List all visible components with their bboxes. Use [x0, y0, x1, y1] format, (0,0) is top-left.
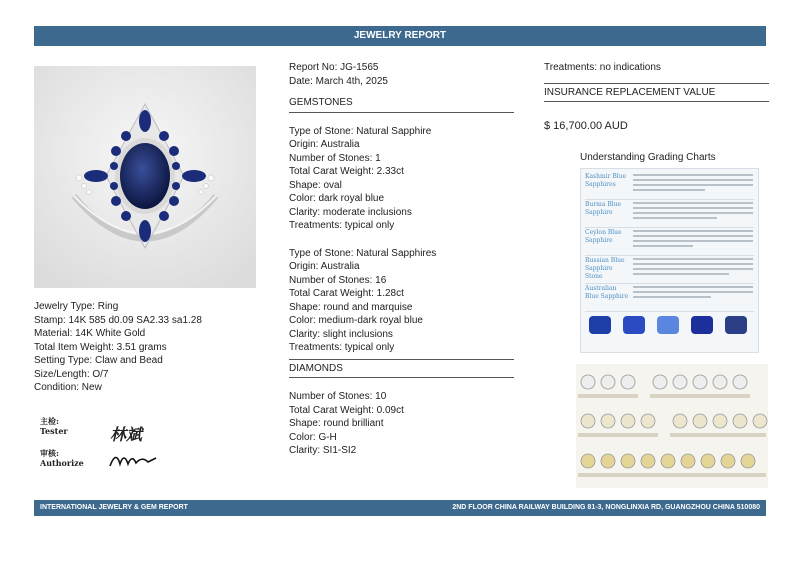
- header-bar: [34, 26, 766, 46]
- grading-row-text: [633, 230, 753, 252]
- grading-row: [585, 255, 754, 284]
- jewelry-stamp: Stamp: 14K 585 d0.09 SA2.33 sa1.28: [34, 314, 202, 326]
- stone1-line: Origin: Australia: [289, 139, 360, 150]
- report-date: Date: March 4th, 2025: [289, 75, 388, 87]
- stone2-line: Shape: round and marquise: [289, 301, 413, 313]
- stone-2-details: [289, 247, 514, 355]
- sapphire-grading-chart: [580, 168, 759, 353]
- stone2-line: Origin: Australia: [289, 261, 360, 272]
- stone2-line: Treatments: typical only: [289, 342, 395, 353]
- stone1-line: Type of Stone: Natural Sapphire: [289, 125, 432, 137]
- footer-address: 2ND FLOOR CHINA RAILWAY BUILDING 81-3, NONGLINXIA RD, GUANGZHOU CHINA 510080: [452, 504, 760, 511]
- diamond-details: [289, 390, 514, 458]
- sapphire-swatch: [657, 316, 679, 334]
- grading-row: [585, 283, 754, 312]
- sapphire-swatch: [725, 316, 747, 334]
- tester-label: 主检: Tester: [40, 416, 68, 436]
- grading-row: [585, 227, 754, 256]
- stone1-line: Treatments: typical only: [289, 220, 395, 231]
- grading-row-name: Australian Blue Sapphire: [585, 285, 629, 300]
- grading-row: [585, 199, 754, 228]
- ring-photo: [34, 66, 256, 288]
- valuation-column: [544, 61, 769, 134]
- diamond-line: Total Carat Weight: 0.09ct: [289, 404, 404, 416]
- stone1-line: Total Carat Weight: 2.33ct: [289, 166, 404, 177]
- stone2-line: Clarity: slight inclusions: [289, 328, 393, 340]
- insurance-price: $ 16,700.00 AUD: [544, 120, 628, 132]
- jewelry-material: Material: 14K White Gold: [34, 328, 146, 339]
- sapphire-swatch: [691, 316, 713, 334]
- authorize-label: 审核: Authorize: [40, 448, 84, 468]
- insurance-title: INSURANCE REPLACEMENT VALUE: [544, 83, 769, 103]
- stone1-line: Number of Stones: 1: [289, 152, 381, 164]
- grading-row: [585, 171, 754, 200]
- jewelry-condition: Condition: New: [34, 382, 102, 393]
- ring-image: [34, 66, 256, 288]
- report-title: JEWELRY REPORT: [353, 30, 447, 41]
- diamond-color-chart: [576, 364, 768, 488]
- diamond-line: Shape: round brilliant: [289, 418, 384, 429]
- jewelry-setting: Setting Type: Claw and Bead: [34, 355, 163, 366]
- grading-row-text: [633, 286, 753, 308]
- grading-row-text: [633, 202, 753, 224]
- gemstones-title: GEMSTONES: [289, 96, 514, 113]
- tester-signature: 林斌: [110, 425, 143, 444]
- jewelry-type: Jewelry Type: Ring: [34, 301, 119, 312]
- diamonds-title: DIAMONDS: [289, 359, 514, 379]
- footer-bar: [34, 500, 766, 516]
- grading-row-name: Burma Blue Sapphire: [585, 201, 622, 216]
- grading-chart-title: Understanding Grading Charts: [580, 152, 716, 163]
- footer-org: INTERNATIONAL JEWELRY & GEM REPORT: [40, 504, 188, 511]
- grading-row-name: Ceylon Blue Sapphire: [585, 229, 622, 244]
- stone2-line: Color: medium-dark royal blue: [289, 315, 423, 326]
- grading-row-text: [633, 258, 753, 280]
- grading-row-name: Kashmir Blue Sapphires: [585, 173, 627, 188]
- diamond-color-swatches: [576, 364, 768, 488]
- stone2-line: Type of Stone: Natural Sapphires: [289, 247, 437, 259]
- jewelry-weight: Total Item Weight: 3.51 grams: [34, 341, 167, 353]
- diamond-line: Number of Stones: 10: [289, 391, 387, 402]
- treatments-summary: Treatments: no indications: [544, 62, 661, 73]
- report-column: [289, 61, 514, 458]
- stone-1-details: [289, 125, 514, 233]
- diamond-line: Color: G-H: [289, 431, 337, 443]
- authorize-signature: [108, 448, 158, 470]
- signature-area: [40, 414, 260, 474]
- grading-row-text: [633, 174, 753, 196]
- stone1-line: Shape: oval: [289, 179, 342, 191]
- jewelry-size: Size/Length: O/7: [34, 368, 109, 380]
- stone2-line: Number of Stones: 16: [289, 274, 387, 286]
- jewelry-details: [34, 300, 264, 395]
- stone1-line: Color: dark royal blue: [289, 193, 385, 204]
- diamond-line: Clarity: SI1-SI2: [289, 445, 357, 456]
- grading-row-name: Russian Blue Sapphire Stone: [585, 257, 625, 280]
- stone2-line: Total Carat Weight: 1.28ct: [289, 288, 404, 299]
- report-number: Report No: JG-1565: [289, 62, 379, 73]
- sapphire-swatch: [623, 316, 645, 334]
- sapphire-swatch: [589, 316, 611, 334]
- stone1-line: Clarity: moderate inclusions: [289, 206, 412, 218]
